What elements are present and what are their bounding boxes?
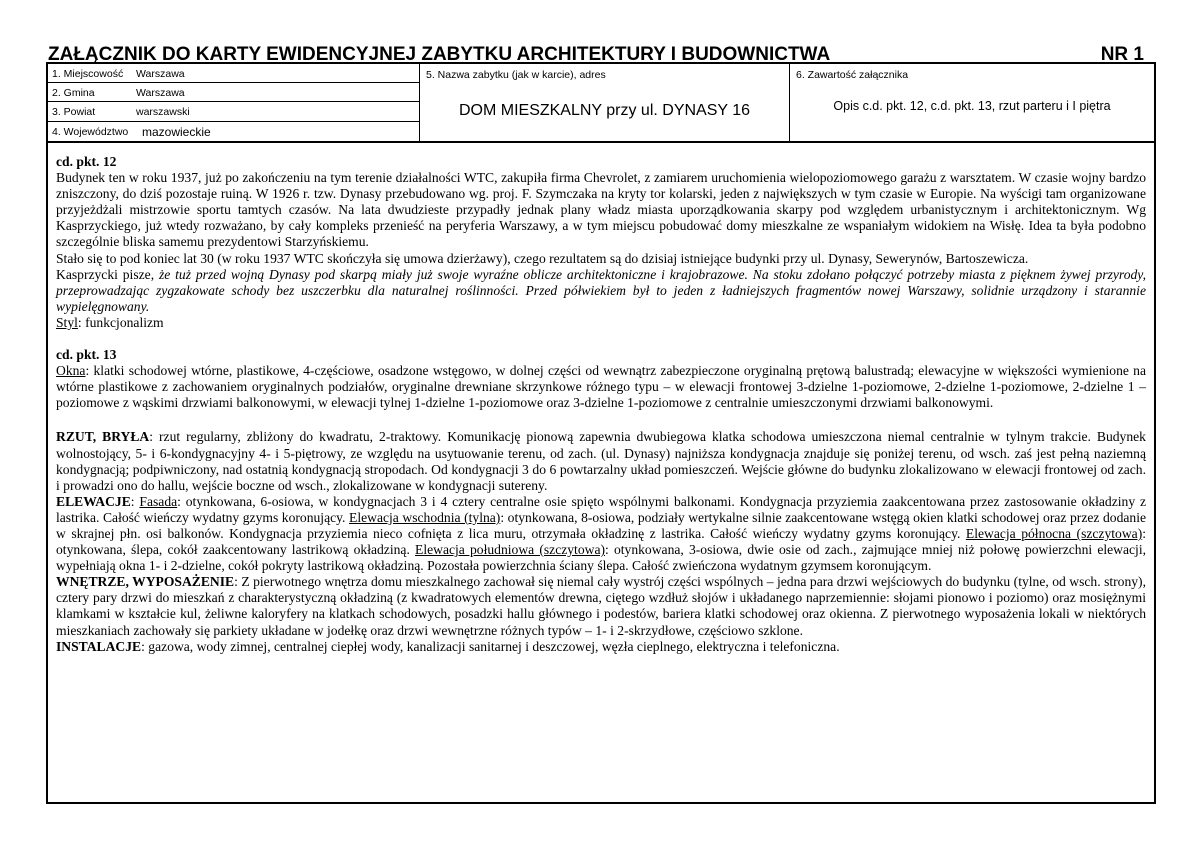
section-12-paragraph-3 (56, 267, 1146, 315)
powiat-value: warszawski (136, 106, 190, 118)
miejscowosc-label: 1. Miejscowość (52, 68, 124, 80)
document-frame (46, 62, 1156, 804)
north-elevation-label: Elewacja północna (szczytowa) (965, 525, 1143, 541)
east-elevation-text: : otynkowana, 8-osiowa, podziały wertykalne silnie zaakcentowane wstęgą okien klatki schodowej oraz przez dodanie w skrajnej płn. osi balkonów. Kondygnacja przyziemia nieco cofnięta z lica muru, otrzymała okładzinę z lastrika. Całość wieńczy wydatny gzyms koronujący. (56, 509, 1147, 541)
south-elevation-text: : otynkowana, 3-osiowa, dwie osie od zach., zajmujące mniej niż połowę powierzchni elewacji, wypełniają okna 1- i 2-dzielne, cokół pokryty lastrikową okładziną. Pozostała powierzchnia ściany ślepa. Całość zwieńczona wydatnym gzymsem koronującym. (56, 542, 1146, 574)
section-12-heading: cd. pkt. 12 (56, 154, 117, 169)
plan-paragraph (56, 429, 1146, 493)
wojewodztwo-cell (48, 122, 419, 141)
powiat-label: 3. Powiat (52, 106, 96, 118)
style-label: Styl (56, 314, 78, 330)
windows-text: : klatki schodowej wtórne, plastikowe, 4-częściowe, osadzone wstęgowo, w dolnej części od wewnątrz zabezpieczone oryginalną prętową balustradą; elewacyjne w większości wymienione na wtórne plastikowe z zachowaniem oryginalnych podziałów, oryginalne drewniane skrzynkowe różnego typu – w elewacji frontowej 3-dzielne 1-poziomowe, 2-dzielne 1-poziomowe, 2-dzielne 1 –poziomowe z wąskimi drzwiami balkonowymi, w elewacji tylnej 1-dzielne 1-poziomowe oraz 3-dzielne 1-poziomowe z centralnie umieszczonymi drzwiami balkonowymi. (56, 363, 1146, 411)
contents-column (790, 64, 1154, 141)
windows-paragraph (56, 363, 1146, 411)
wojewodztwo-label: 4. Województwo (52, 126, 129, 138)
zawartosc-label: 6. Zawartość załącznika (796, 69, 909, 81)
east-elevation-label: Elewacja wschodnia (tylna) (349, 509, 501, 525)
elevations-sep: : (130, 493, 140, 509)
wojewodztwo-value: mazowieckie (142, 125, 211, 139)
gmina-label: 2. Gmina (52, 87, 95, 99)
facade-label: Fasada (139, 493, 178, 509)
nazwa-label: 5. Nazwa zabytku (jak w karcie), adres (426, 69, 606, 81)
section-13-heading: cd. pkt. 13 (56, 347, 117, 363)
location-column (48, 64, 420, 141)
installations-paragraph (56, 639, 1146, 655)
document-number: NR 1 (1100, 44, 1144, 65)
elevations-label: ELEWACJE (56, 493, 131, 509)
elevations-paragraph (56, 494, 1146, 574)
north-elevation-text: : otynkowana, ślepa, cokół zaakcentowany lastrikową okładziną. (56, 525, 1146, 558)
nazwa-value: DOM MIESZKALNY przy ul. DYNASY 16 (458, 102, 751, 119)
style-value: : funkcjonalizm (77, 314, 164, 330)
miejscowosc-value: Warszawa (136, 68, 185, 80)
header-table (48, 64, 1154, 143)
facade-text: : otynkowana, 6-osiowa, w kondygnacjach 3 i 4 cztery centralne osie spięto wspólnymi balkonami. Kondygnacja przyziemia zaakcentowana przez zastosowanie okładziny z lastrika. Całość wieńczy wydatny gzyms koronujący. (56, 493, 1146, 525)
plan-label: RZUT, BRYŁA (56, 429, 150, 445)
interior-label: WNĘTRZE, WYPOSAŻENIE (56, 574, 235, 590)
zawartosc-value: Opis c.d. pkt. 12, c.d. pkt. 13, rzut parteru i I piętra (833, 99, 1111, 113)
style-line (56, 315, 1146, 331)
quote-text: że tuż przed wojną Dynasy pod skarpą miały już swoje wyraźne oblicze architektoniczne i krajobrazowe. Na stoku zdołano połączyć potrzeby miasta z pięknem żywej przyrody, przeprowadzając zygzakowate schody bez uszczerbku dla naturalnej roślinności. Przed półwiekiem był to jeden z ładniejszych fragmentów nowej Warszawy, solidnie urządzony i starannie wypielęgnowany. (56, 266, 1146, 314)
interior-text: : Z pierwotnego wnętrza domu mieszkalnego zachował się niemal cały wystrój części wspólnych – jedna para drzwi wejściowych do budynku (tylne, od wsch. strony), cztery pary drzwi do mieszkań z charakterystyczną okładziną (z kwadratowych elementów drewna, ciętego wzdłuż słojów i układanego naprzemiennie: słojami pionowo i poziomo) oraz mosiężnymi klamkami w kształcie kul, żeliwne kaloryfery na klatkach schodowych, posadzki hallu głównego i podestów, bariera klatki schodowej oraz okienna. Z pierwotnego wyposażenia lokali w niektórych mieszkaniach zachowały się parkiety układane w jodełkę oraz drzwi wewnętrzne różnych typów – 1- i 2-skrzydłowe, częściowo szklone. (56, 574, 1146, 638)
plan-text: : rzut regularny, zbliżony do kwadratu, 2-traktowy. Komunikację pionową zapewnia dwubiegowa klatka schodowa umieszczona niemal centralnie w tylnym trakcie. Budynek wolnostojący, 5- i 6-kondygnacyjny 4- i 5-piętrowy, ze względu na usytuowanie terenu, od zach. (ul. Dynasy) najniższa kondygnacja znajduje się poniżej terenu, od wsch. zaś jest pełną naziemną kondygnacją; podpiwniczony, nad ostatnią kondygnacją stropodach. Od kondygnacji 3 do 6 powtarzalny układ pomieszczeń. Wejście główne do budynku zlokalizowano w elewacji frontowej od zach. i prowadzi ono do hallu, wejście boczne od wsch., zlokalizowane w kondygnacji sutereny. (56, 429, 1146, 493)
description-body (56, 154, 1146, 655)
section-12-paragraph-2: Stało się to pod koniec lat 30 (w roku 1937 WTC skończyła się umowa dzierżawy), czego rezultatem są do dzisiaj istniejące budynki przy ul. Dynasy, Sewerynów, Bartoszewicza. (56, 250, 1029, 266)
title-text: ZAŁĄCZNIK DO KARTY EWIDENCYJNEJ ZABYTKU ARCHITEKTURY I BUDOWNICTWA (48, 44, 831, 65)
windows-label: Okna (56, 363, 86, 379)
gmina-value: Warszawa (136, 87, 185, 99)
powiat-cell (48, 102, 419, 122)
gmina-cell (48, 83, 419, 102)
installations-text: : gazowa, wody zimnej, centralnej ciepłej wody, kanalizacji sanitarnej i deszczowej, węzła cieplnego, elektryczna i telefoniczna. (141, 638, 840, 654)
quote-intro: Kasprzycki pisze, (56, 266, 159, 282)
south-elevation-label: Elewacja południowa (szczytowa) (415, 542, 606, 558)
name-column (420, 64, 790, 141)
interior-paragraph (56, 574, 1146, 638)
section-12-paragraph-1: Budynek ten w roku 1937, już po zakończeniu na tym terenie działalności WTC, zakupiła firma Chevrolet, z zamiarem uruchomienia wielopoziomowego garażu z warsztatem. W czasie wojny bardzo zniszczony, do dziś pozostaje ruiną. W 1926 r. tzw. Dynasy przebudowano wg. proj. F. Szymczaka na kryty tor kolarski, jeden z największych w tym czasie w Europie. Na wyścigi tam organizowane przyjeżdżali mistrzowie sportu tamtych czasów. Na lata dwudzieste przypadły jednak plany władz miasta uporządkowania skarpy pod względem urbanistycznym i architektonicznym. Wg Kasprzyckiego, już wtedy rozważano, by cały kompleks przenieść na peryferia Warszawy, a w tym miejscu pobudować domy mieszkalne ze wspaniałym widokiem na Wisłę. Idea ta była podobno szczególnie bliska samemu prezydentowi Starzyńskiemu. (56, 170, 1146, 250)
installations-label: INSTALACJE (56, 638, 142, 654)
miejscowosc-cell (48, 64, 419, 83)
